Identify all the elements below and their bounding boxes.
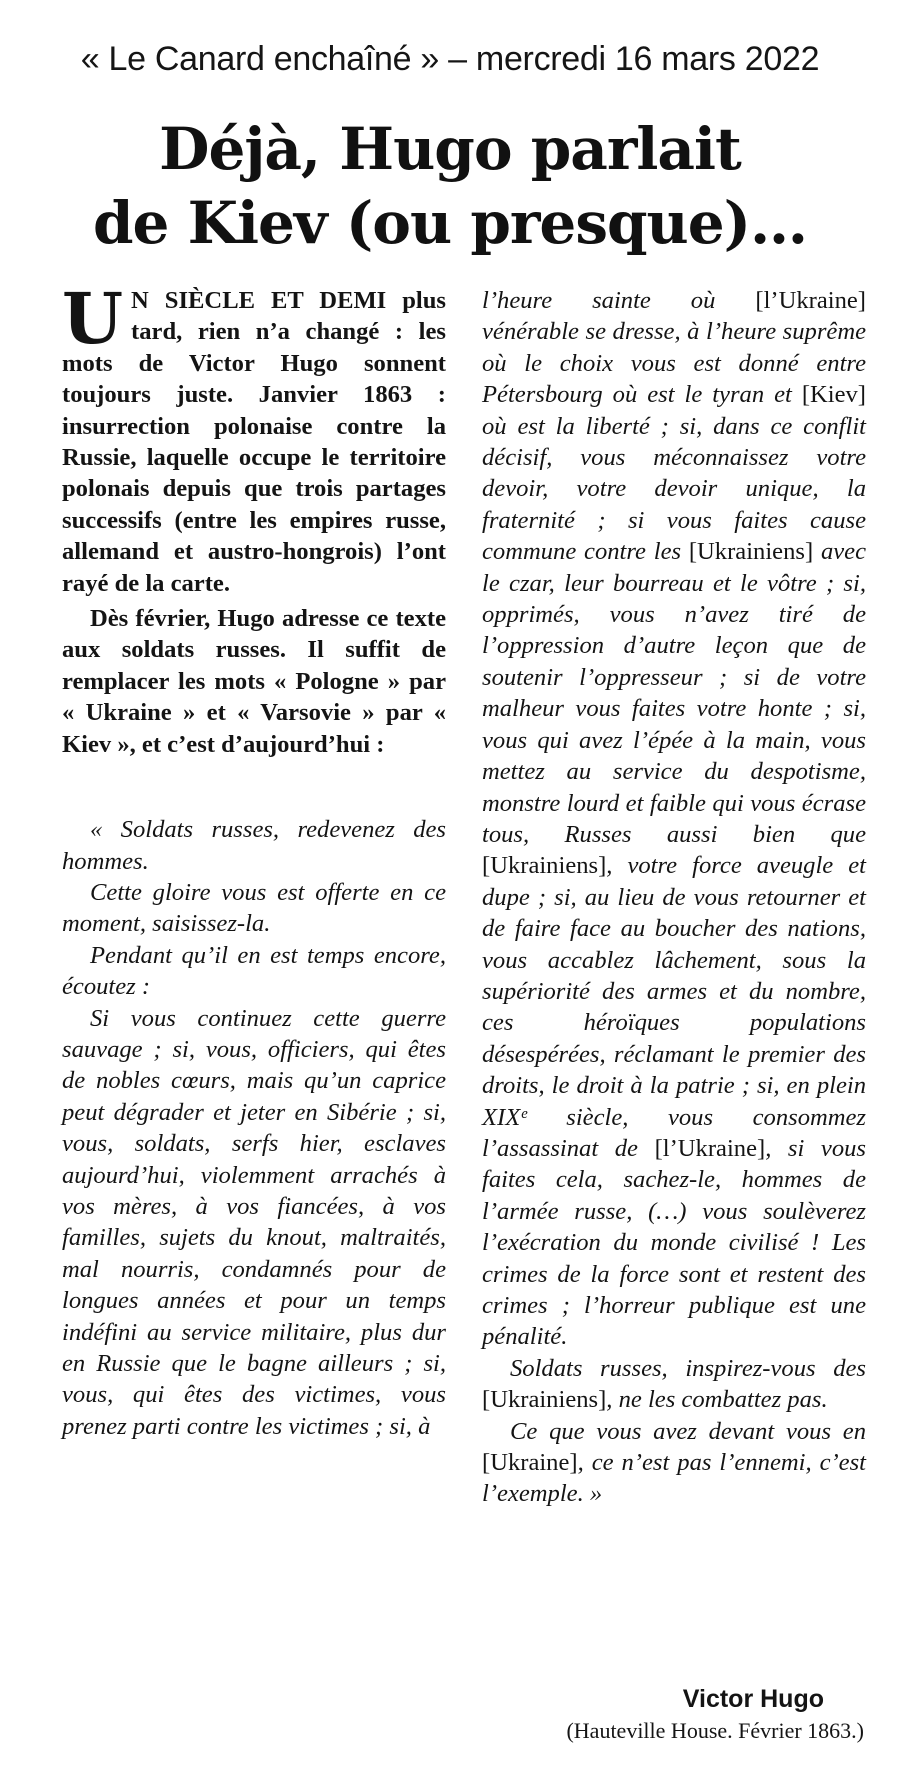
quote-paragraph-1: « Soldats russes, redevenez des hommes. xyxy=(62,816,446,875)
quote-paragraph-2: Cette gloire vous est offerte en ce moment, saisissez-la. xyxy=(62,878,446,938)
quote-paragraph-5 xyxy=(482,1353,866,1416)
headline-line-2: de Kiev (ou presque)… xyxy=(92,189,808,257)
bracket-replacement: [Ukrainiens] xyxy=(482,852,607,880)
quote-text: , si vous faites cela, sachez-le, hommes de l’armée russe, (…) vous soulèverez l’exécration du monde civilisé ! Les crimes de la force sont et restent des crimes ; l’horreur publique est une pénalité. xyxy=(482,1134,866,1351)
lede-text-1: N SIÈCLE ET DEMI plus tard, rien n’a changé : les mots de Victor Hugo sonnent toujours juste. Janvier 1863 : insurrection polonaise contre la Russie, laquelle occupe le territoire polonais depuis que trois partages successifs (entre les empires russe, allemand et austro-hongrois) l’ont rayé de la carte. xyxy=(62,287,446,597)
lede-paragraph-2: Dès février, Hugo adresse ce texte aux soldats russes. Il suffit de remplacer les mots « Pologne » par « Ukraine » et « Varsovie » par « Kiev », et c’est d’aujourd’hui : xyxy=(62,605,446,758)
quote-text: , votre force aveugle et dupe ; si, au lieu de vous retourner et de faire face au boucher des nations, vous accablez lâchement, sous la supériorité des armes et du nombre, ces héroïques populations désespérées, réclamant le premier des droits, le droit à la patrie ; si, en plein XIXᵉ siècle, vous consommez l’assassinat de xyxy=(482,852,866,1162)
headline-line-1: Déjà, Hugo parlait xyxy=(159,115,741,183)
quote-text: , ne les combattez pas. xyxy=(606,1386,828,1414)
bracket-replacement: [Kiev] xyxy=(801,381,866,409)
drop-cap: U xyxy=(62,277,124,360)
left-column xyxy=(62,277,446,1442)
quote-text: Ce que vous avez devant vous en xyxy=(510,1417,866,1445)
bracket-replacement: [l’Ukraine] xyxy=(755,287,866,314)
quote-text: l’heure sainte où xyxy=(482,287,756,314)
quote-text: avec le czar, leur bourreau et le vôtre ; si, opprimés, vous n’avez tiré de l’oppression d’autre leçon que de soutenir l’oppresseur ; si de votre malheur vous faites votre honte ; si, vous qui avez l’épée à la main, vous mettez au service du despotisme, monstre lourd et faible qui vous écrase tous, Russes aussi bien que xyxy=(482,538,866,848)
bracket-replacement: [l’Ukraine] xyxy=(654,1134,766,1162)
quote-paragraph-6 xyxy=(482,1416,866,1510)
quote-text: , ce n’est pas l’ennemi, c’est l’exemple. » xyxy=(482,1449,866,1508)
quote-text: Soldats russes, inspirez-vous des xyxy=(510,1354,866,1382)
quote-text: vénérable se dresse, à l’heure suprême où le choix vous est donné entre Pétersbourg où est le tyran et xyxy=(482,318,866,409)
author-place-date: (Hauteville House. Février 1863.) xyxy=(566,1718,864,1743)
bracket-replacement: [Ukrainiens] xyxy=(482,1386,607,1414)
bracket-replacement: [Ukrainiens] xyxy=(688,538,814,566)
quote-continuation xyxy=(482,285,866,1353)
author-name: Victor Hugo xyxy=(682,1685,824,1713)
quote-paragraph-3: Pendant qu’il en est temps encore, écoutez : xyxy=(62,941,446,1001)
signature-block xyxy=(566,1685,864,1744)
lede-paragraph-1 xyxy=(62,277,446,599)
article-headline xyxy=(40,112,860,260)
bracket-replacement: [Ukraine] xyxy=(482,1449,578,1477)
right-column xyxy=(482,285,866,1510)
masthead: « Le Canard enchaîné » – mercredi 16 mars 2022 xyxy=(80,40,820,78)
quote-text: où est la liberté ; si, dans ce conflit décisif, vous méconnaissez votre devoir, votre devoir unique, la fraternité ; si vous faites cause commune contre les xyxy=(482,412,866,566)
quote-paragraph-4: Si vous continuez cette guerre sauvage ; si, vous, officiers, qui êtes de nobles cœurs, mais qu’un caprice peut dégrader et jeter en Sibérie ; si, vous, soldats, serfs hier, esclaves aujourd’hui, violemment arrachés à vos mères, à vos fiancées, à vos familles, sujets du knout, maltraités, mal nourris, condamnés pour de longues années et pour un temps indéfini au service militaire, plus dur en Russie que le bagne ailleurs ; si, vous, qui êtes des victimes, vous prenez parti contre les victimes ; si, à xyxy=(62,1004,446,1440)
